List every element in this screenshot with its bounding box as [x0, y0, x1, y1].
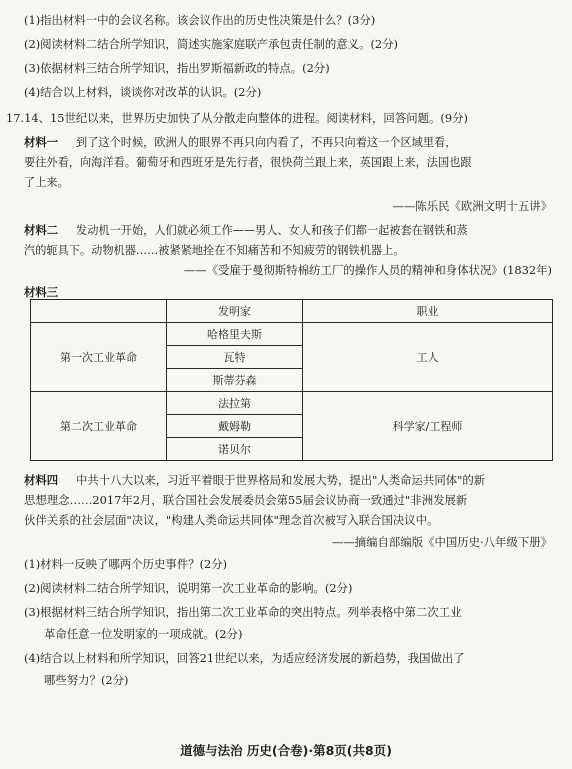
q17-part-3-line-2: 革命任意一位发明家的一项成就。(2分): [44, 627, 243, 641]
first-revolution-occupation: 工人: [303, 323, 553, 392]
material-2-label: 材料二: [24, 223, 59, 237]
q16-part-1: (1)指出材料一中的会议名称。该会议作出的历史性决策是什么？(3分): [24, 13, 376, 27]
q16-part-3: (3)依据材料三结合所学知识，指出罗斯福新政的特点。(2分): [24, 61, 330, 75]
material-1-label: 材料一: [24, 135, 59, 149]
q16-part-4: (4)结合以上材料，谈谈你对改革的认识。(2分): [24, 85, 262, 99]
material-1-line-2: 要往外看，向海洋看。葡萄牙和西班牙是先行者，很快荷兰跟上来，英国跟上来，法国也跟: [24, 156, 472, 169]
material-4-source: ——摘编自部编版《中国历史·八年级下册》: [331, 535, 552, 549]
header-occupation: 职业: [303, 300, 553, 323]
material-1-line-3: 了上来。: [24, 176, 69, 189]
material-1-source: ——陈乐民《欧洲文明十五讲》: [392, 199, 552, 213]
q17-part-3-line-1: (3)根据材料三结合所学知识，指出第二次工业革命的突出特点。列举表格中第二次工业: [24, 605, 462, 619]
material-1-line-1: 到了这个时候，欧洲人的眼界不再只向内看了，不再只向着这一个区域里看，: [76, 136, 457, 149]
inventor-cell: 斯蒂芬森: [167, 369, 303, 392]
inventor-table: [30, 299, 553, 461]
q17-part-2: (2)阅读材料二结合所学知识，说明第一次工业革命的影响。(2分): [24, 581, 353, 595]
inventor-cell: 诺贝尔: [167, 438, 303, 461]
material-2-source: ——《受雇于曼彻斯特棉纺工厂的操作人员的精神和身体状况》(1832年): [183, 263, 552, 277]
q16-part-2: (2)阅读材料二结合所学知识，简述实施家庭联产承包责任制的意义。(2分): [24, 37, 398, 51]
material-4-label: 材料四: [24, 473, 59, 487]
material-4-line-2: 思想理念……2017年2月，联合国社会发展委员会第55届会议协商一致通过"非洲发展新: [24, 493, 468, 507]
q17-part-1: (1)材料一反映了哪两个历史事件？(2分): [24, 557, 228, 571]
inventor-cell: 瓦特: [167, 346, 303, 369]
q17-part-4-line-1: (4)结合以上材料和所学知识，回答21世纪以来，为适应经济发展的新趋势，我国做出了: [24, 651, 465, 665]
material-2-line-2: 汽的轭具下。动物机器……被紧紧地拴在不知痛苦和不知疲劳的钢铁机器上。: [24, 244, 405, 257]
inventor-cell: 戴姆勒: [167, 415, 303, 438]
inventor-cell: 法拉第: [167, 392, 303, 415]
page-footer: 道德与法治 历史(合卷)·第8页(共8页): [180, 743, 392, 758]
inventor-cell: 哈格里夫斯: [167, 323, 303, 346]
second-revolution-occupation: 科学家/工程师: [303, 392, 553, 461]
q17-part-4-line-2: 哪些努力？(2分): [44, 673, 129, 687]
header-inventor: 发明家: [167, 300, 303, 323]
material-4-line-3: 伙伴关系的社会层面"决议，"构建人类命运共同体"理念首次被写入联合国决议中。: [24, 513, 439, 527]
second-revolution-cell: 第二次工业革命: [31, 392, 167, 461]
first-revolution-cell: 第一次工业革命: [31, 323, 167, 392]
q17-stem: 17.14、15世纪以来，世界历史加快了从分散走向整体的进程。阅读材料，回答问题。(9分): [6, 111, 468, 125]
material-4-line-1: 中共十八大以来，习近平着眼于世界格局和发展大势，提出"人类命运共同体"的新: [76, 473, 486, 487]
material-2-line-1: 发动机一开始，人们就必须工作——男人、女人和孩子们都一起被套在钢铁和蒸: [76, 224, 468, 237]
material-3-label: 材料三: [24, 285, 59, 299]
